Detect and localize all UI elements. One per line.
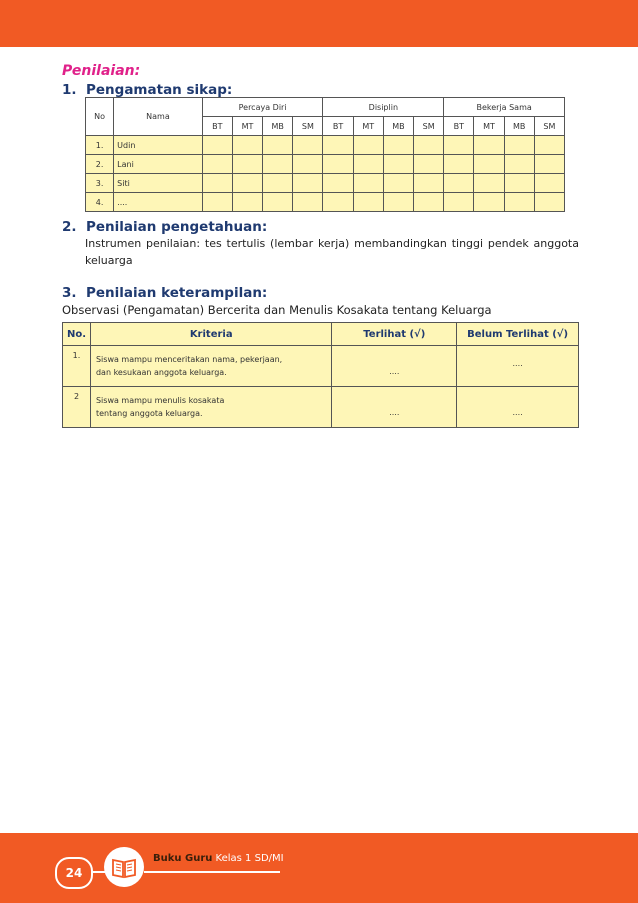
section2-number: 2. (62, 219, 77, 235)
section3-title (62, 285, 267, 301)
row-no: 1. (63, 346, 91, 387)
header-belum-terlihat: Belum Terlihat (√) (457, 323, 579, 346)
row-nama: .... (114, 193, 203, 212)
sub-mb: MB (263, 117, 293, 136)
section2-title (62, 219, 267, 235)
table-row (86, 136, 565, 155)
header-no: No (86, 98, 114, 136)
section1-title (62, 82, 232, 98)
header-disiplin: Disiplin (323, 98, 444, 117)
section3-number: 3. (62, 285, 77, 301)
row-terlihat: .... (332, 387, 457, 428)
kriteria-line2: tentang anggota keluarga. (95, 409, 203, 418)
sub-sm: SM (534, 117, 564, 136)
book-title-rest: Kelas 1 SD/MI (212, 853, 284, 864)
attitude-table (85, 97, 565, 212)
section2-label: Penilaian pengetahuan: (86, 219, 268, 235)
kriteria-line2: dan kesukaan anggota keluarga. (95, 368, 227, 377)
skills-table (62, 322, 579, 428)
row-nama: Udin (114, 136, 203, 155)
sub-mt: MT (353, 117, 383, 136)
row-belum-terlihat: .... (457, 346, 579, 387)
kriteria-line1: Siswa mampu menulis kosakata (95, 396, 225, 405)
sub-bt: BT (444, 117, 474, 136)
table-row (86, 193, 565, 212)
row-no: 2 (63, 387, 91, 428)
table-row (86, 174, 565, 193)
header-terlihat: Terlihat (√) (332, 323, 457, 346)
section3-label: Penilaian keterampilan: (86, 285, 268, 301)
row-belum-terlihat: .... (457, 387, 579, 428)
header-nama: Nama (114, 98, 203, 136)
section1-number: 1. (62, 82, 77, 98)
page-heading: Penilaian: (62, 63, 141, 79)
header-bekerja-sama: Bekerja Sama (444, 98, 565, 117)
sub-mb: MB (504, 117, 534, 136)
row-no: 4. (86, 193, 114, 212)
row-nama: Lani (114, 155, 203, 174)
sub-bt: BT (202, 117, 232, 136)
section3-subtitle: Observasi (Pengamatan) Bercerita dan Menulis Kosakata tentang Keluarga (62, 303, 492, 317)
header-percaya-diri: Percaya Diri (202, 98, 323, 117)
footer-line-right (144, 871, 280, 873)
sub-sm: SM (293, 117, 323, 136)
footer-banner (0, 833, 638, 903)
header-kriteria: Kriteria (90, 323, 331, 346)
row-no: 3. (86, 174, 114, 193)
header-no: No. (63, 323, 91, 346)
row-kriteria (90, 387, 331, 428)
section1-label: Pengamatan sikap: (86, 82, 233, 98)
book-icon (104, 847, 144, 887)
top-banner (0, 0, 638, 47)
section2-text-line1: Instrumen penilaian: tes tertulis (lembar kerja) membandingkan tinggi pendek anggota (85, 237, 579, 250)
row-terlihat: .... (332, 346, 457, 387)
kriteria-line1: Siswa mampu menceritakan nama, pekerjaan, (95, 355, 283, 364)
sub-bt: BT (323, 117, 353, 136)
table-row (63, 387, 579, 428)
sub-sm: SM (414, 117, 444, 136)
page-number: 24 (55, 857, 93, 889)
table-row (86, 155, 565, 174)
sub-mt: MT (232, 117, 262, 136)
row-no: 1. (86, 136, 114, 155)
book-title (153, 853, 284, 864)
row-no: 2. (86, 155, 114, 174)
table-row (63, 346, 579, 387)
section2-text-line2: keluarga (85, 254, 133, 267)
row-nama: Siti (114, 174, 203, 193)
book-title-bold: Buku Guru (153, 853, 213, 864)
row-kriteria (90, 346, 331, 387)
sub-mb: MB (383, 117, 413, 136)
sub-mt: MT (474, 117, 504, 136)
